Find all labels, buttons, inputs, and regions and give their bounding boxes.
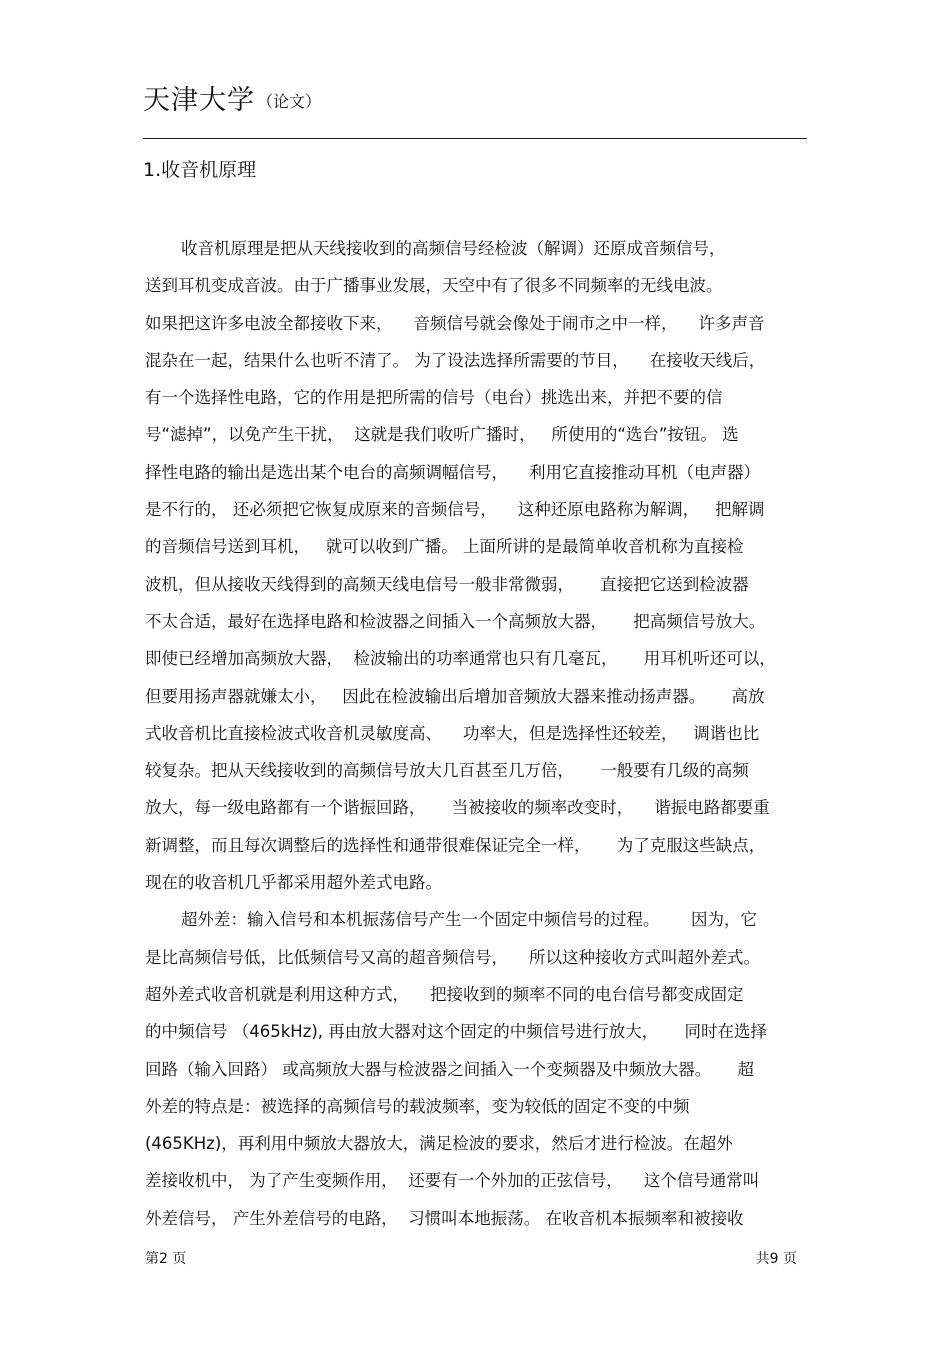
page-total: 共9 页 — [755, 1251, 797, 1267]
text-line: 较复杂。把从天线接收到的高频信号放大几百甚至几万倍， 一般要有几级的高频 — [145, 761, 749, 781]
text-line: 有一个选择性电路，它的作用是把所需的信号（电台）挑选出来，并把不要的信 — [145, 388, 723, 408]
text-line: 送到耳机变成音波。由于广播事业发展，天空中有了很多不同频率的无线电波。 — [145, 276, 723, 296]
text-line: 是不行的， 还必须把它恢复成原来的音频信号， 这种还原电路称为解调， 把解调 — [145, 500, 765, 520]
text-line: 的中频信号 （465kHz), 再由放大器对这个固定的中频信号进行放大， 同时在选择 — [145, 1022, 768, 1042]
body-text — [145, 230, 807, 1237]
text-line: 差接收机中， 为了产生变频作用， 还要有一个外加的正弦信号， 这个信号通常叫 — [145, 1171, 760, 1191]
text-line: 放大，每一级电路都有一个谐振回路， 当被接收的频率改变时， 谐振电路都要重 — [145, 798, 770, 818]
text-line: (465KHz)，再利用中频放大器放大，满足检波的要求，然后才进行检波。在超外 — [145, 1134, 733, 1154]
text-line: 外差的特点是：被选择的高频信号的载波频率，变为较低的固定不变的中频 — [145, 1096, 690, 1116]
text-line: 回路（输入回路） 或高频放大器与检波器之间插入一个变频器及中频放大器。 超 — [145, 1059, 754, 1079]
page-number: 第2 页 — [145, 1251, 187, 1267]
document-type: （论文） — [257, 92, 322, 111]
text-line: 如果把这许多电波全都接收下来， 音频信号就会像处于闹市之中一样， 许多声音 — [145, 313, 765, 333]
university-name: 天津大学 — [143, 85, 255, 116]
text-line: 但要用扬声器就嫌太小， 因此在检波输出后增加音频放大器来推动扬声器。 高放 — [145, 686, 765, 706]
page-header — [143, 80, 807, 139]
text-line: 即使已经增加高频放大器， 检波输出的功率通常也只有几毫瓦， 用耳机听还可以， — [145, 649, 776, 669]
text-line: 择性电路的输出是选出某个电台的高频调幅信号， 利用它直接推动耳机（电声器） — [145, 462, 760, 482]
text-line: 超外差：输入信号和本机振荡信号产生一个固定中频信号的过程。 因为，它 — [181, 910, 757, 930]
text-line: 号“滤掉”，以免产生干扰， 这就是我们收听广播时， 所使用的“选台”按钮。 选 — [145, 425, 739, 445]
section-heading: 1.收音机原理 — [143, 159, 257, 181]
text-line: 超外差式收音机就是利用这种方式， 把接收到的频率不同的电台信号都变成固定 — [145, 984, 744, 1004]
text-line: 不太合适，最好在选择电路和检波器之间插入一个高频放大器， 把高频信号放大。 — [145, 611, 766, 631]
page-footer — [145, 1248, 797, 1270]
text-line: 新调整，而且每次调整后的选择性和通带很难保证完全一样， 为了克服这些缺点， — [145, 835, 766, 855]
text-line: 波机，但从接收天线得到的高频天线电信号一般非常微弱， 直接把它送到检波器 — [145, 574, 749, 594]
text-line: 收音机原理是把从天线接收到的高频信号经检波（解调）还原成音频信号， — [181, 239, 726, 258]
text-line: 是比高频信号低，比低频信号又高的超音频信号， 所以这种接收方式叫超外差式。 — [145, 947, 760, 967]
text-line: 外差信号， 产生外差信号的电路， 习惯叫本地振荡。 在收音机本振频率和被接收 — [145, 1208, 744, 1228]
text-line: 式收音机比直接检波式收音机灵敏度高、 功率大，但是选择性还较差， 调谐也比 — [145, 723, 760, 743]
text-line: 的音频信号送到耳机， 就可以收到广播。 上面所讲的是最简单收音机称为直接检 — [145, 537, 744, 557]
text-line: 现在的收音机几乎都采用超外差式电路。 — [145, 873, 442, 893]
text-line: 混杂在一起，结果什么也听不清了。 为了设法选择所需要的节目， 在接收天线后， — [145, 350, 766, 370]
